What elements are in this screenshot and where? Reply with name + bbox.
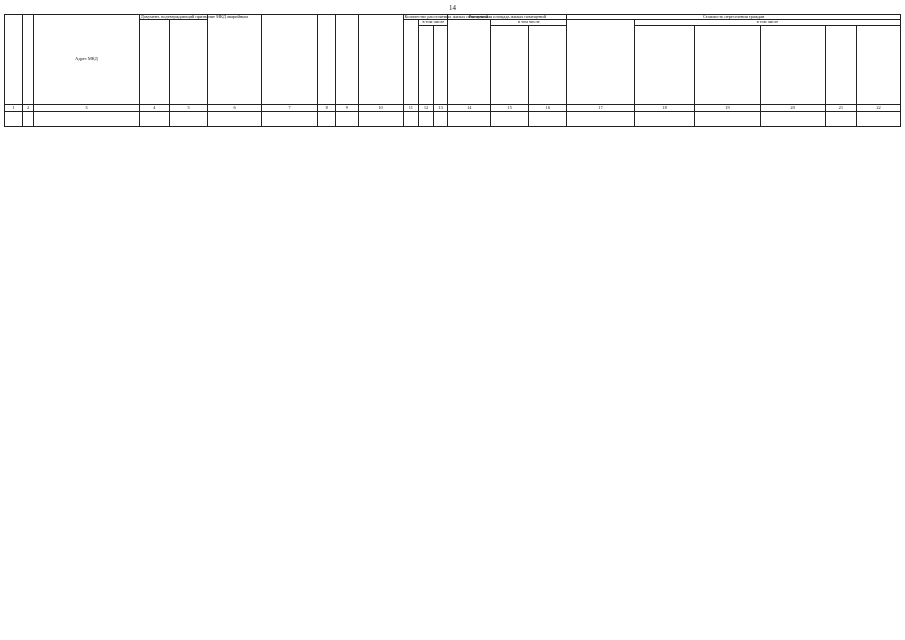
column-index-cell: 6 [208,104,262,111]
table-cell [318,111,336,126]
rooms-private-header [419,25,434,104]
column-index-cell: 18 [634,104,695,111]
table-cell [34,111,140,126]
cost-local-header [760,25,825,104]
item-number-header [22,15,33,105]
table-cell [448,111,491,126]
table-cell [170,111,208,126]
table-body [5,111,901,126]
cost-regional-header [695,25,760,104]
column-index-cell: 22 [857,104,901,111]
table-cell [529,111,567,126]
column-index-cell: 3 [34,104,140,111]
column-index-cell: 19 [695,104,760,111]
residents-to-relocate-header [336,15,358,105]
table-cell [433,111,448,126]
cost-total-header [567,20,634,104]
page-number: 14 [449,4,456,12]
cost-fund-header [634,25,695,104]
table-cell [262,111,318,126]
area-total-header [448,20,491,104]
column-index-cell: 5 [170,104,208,111]
column-index-cell: 7 [262,104,318,111]
row-number-header [5,15,23,105]
column-index-row [5,104,901,111]
column-index-cell: 13 [433,104,448,111]
cost-additional-header [825,25,856,104]
document-group-header: Документ, подтверждающий признание МКД аварийным [140,14,248,19]
table-cell [22,111,33,126]
column-index-cell: 2 [22,104,33,111]
rooms-including-header: в том числе [419,20,448,25]
column-index-cell: 12 [419,104,434,111]
residents-total-header [318,15,336,105]
column-index-cell: 1 [5,104,23,111]
column-index-cell: 4 [139,104,169,111]
doc-number-header [139,20,169,104]
table-cell [567,111,634,126]
column-index-cell: 11 [403,104,419,111]
rooms-municipal-header [433,25,448,104]
table-cell [695,111,760,126]
table-cell [336,111,358,126]
column-index-cell: 17 [567,104,634,111]
column-index-cell: 15 [491,104,529,111]
address-header: Адрес МКД [34,15,140,105]
column-index-cell: 10 [358,104,403,111]
area-private-header [491,25,529,104]
table-row [5,111,901,126]
column-index-cell: 14 [448,104,491,111]
cost-including-header: в том числе [634,20,900,25]
rooms-total-header [403,20,419,104]
column-index-cell: 16 [529,104,567,111]
table-cell [139,111,169,126]
area-municipal-header [529,25,567,104]
planned-completion-header [208,15,262,105]
area-group-header: Расселяемая площадь жилых помещений [448,15,567,20]
column-index-cell: 9 [336,104,358,111]
column-index-cell: 20 [760,104,825,111]
relocation-table [4,14,901,127]
emergency-area-header [358,15,403,105]
table-cell [358,111,403,126]
table-cell [634,111,695,126]
table-cell [760,111,825,126]
table-cell [5,111,23,126]
cost-extra-header [857,25,901,104]
cost-group-header: Стоимость переселения граждан [567,15,901,20]
area-including-header: в том числе [491,20,567,25]
column-index-cell: 8 [318,104,336,111]
table-cell [419,111,434,126]
table-cell [857,111,901,126]
table-cell [491,111,529,126]
table-cell [208,111,262,126]
planned-demolition-header [262,15,318,105]
table-cell [825,111,856,126]
rooms-group-header: Количество расселяемых жилых помещений [404,14,488,19]
table-cell [403,111,419,126]
doc-date-header [170,20,208,104]
column-index-cell: 21 [825,104,856,111]
